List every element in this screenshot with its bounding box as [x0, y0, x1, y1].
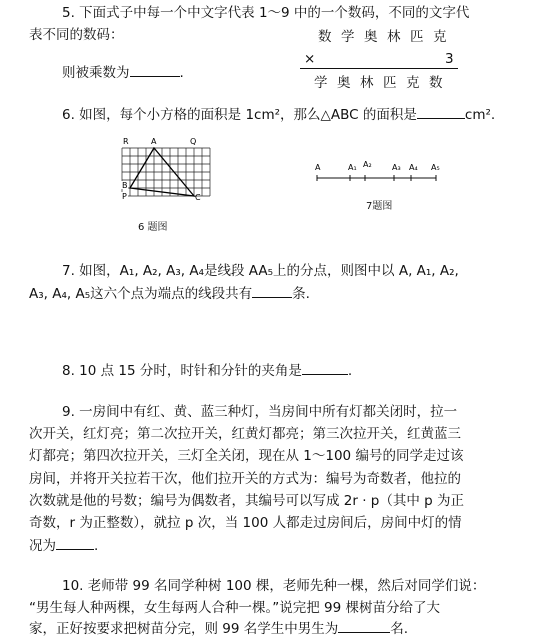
q9-line1: 9. 一房间中有红、黄、蓝三种灯，当房间中所有灯都关闭时，拉一: [62, 404, 458, 420]
q9-line4: 房间，并将开关拉若干次，他们拉开关的方式为：编号为奇数者，他拉的: [29, 471, 461, 487]
q5-digit-2: 学: [341, 29, 355, 45]
q5-product-1: 学: [314, 75, 328, 91]
q9-line5: 次数就是他的号数；编号为偶数者，其编号可以写成 2r · p（其中 p 为正: [29, 493, 465, 509]
q7-point-a1: A₁: [348, 163, 357, 172]
q6-label-a: A: [151, 137, 157, 146]
q10-answer-blank[interactable]: [338, 620, 390, 633]
q7-point-a2: A₂: [363, 160, 372, 169]
q5-answer: [62, 64, 184, 82]
q9-last-prefix: 况为: [29, 538, 56, 554]
q9-answer-blank[interactable]: [56, 537, 94, 550]
q6-label-b: B: [122, 181, 128, 190]
q9-line7: [29, 537, 98, 555]
q5-product-5: 克: [406, 75, 420, 91]
q10-line3: [29, 620, 408, 638]
q7-line1: 7. 如图，A₁, A₂, A₃, A₄是线段 AA₅上的分点，则图中以 A, A₁, A₂,: [62, 263, 459, 279]
q7-point-a4: A₄: [409, 163, 418, 172]
q7-point-a3: A₃: [392, 163, 401, 172]
q7-line2: [29, 285, 310, 303]
q5-answer-prefix: 则被乘数为: [62, 65, 130, 81]
q8-answer-blank[interactable]: [302, 362, 348, 375]
q7-figure-caption: 7题图: [366, 201, 393, 212]
q5-digit-6: 克: [433, 29, 447, 45]
q10-line1: 10. 老师带 99 名同学种树 100 棵，老师先种一棵，然后对同学们说：: [62, 578, 486, 594]
q6-grid-figure: [118, 135, 218, 205]
q5-digit-5: 匹: [410, 29, 424, 45]
q5-answer-blank[interactable]: [130, 64, 180, 77]
q5-digit-4: 林: [387, 29, 401, 45]
q6-label-q: Q: [190, 137, 197, 146]
q7-line2-prefix: A₃, A₄, A₅这六个点为端点的线段共有: [29, 286, 253, 302]
q6-label-p: P: [122, 192, 127, 201]
q7-point-a5: A₅: [431, 163, 440, 172]
q7-answer-blank[interactable]: [252, 285, 292, 298]
q9-line6: 奇数，r 为正整数），就拉 p 次，当 100 人都走过房间后，房间中灯的情: [29, 515, 462, 531]
q8-question: [62, 362, 352, 380]
q10-line3-suffix: 名.: [390, 621, 409, 637]
q7-segment-figure: [312, 158, 442, 188]
q9-last-suffix: .: [94, 538, 99, 554]
q6-label-r: R: [123, 137, 129, 146]
q5-multiplier: 3: [445, 51, 454, 67]
q5-product-2: 奥: [337, 75, 351, 91]
q10-line3-prefix: 家，正好按要求把树苗分完，则 99 名学生中男生为: [29, 621, 339, 637]
q10-line2: “男生每人种两棵，女生每两人合种一棵。”说完把 99 棵树苗分给了大: [29, 600, 440, 616]
q5-line2: 表不同的数码：: [29, 27, 124, 43]
q5-product-rule: [300, 68, 458, 69]
q9-line3: 灯都亮；第四次拉开关，三灯全关闭，现在从 1～100 编号的同学走过该: [29, 448, 464, 464]
q5-product-4: 匹: [383, 75, 397, 91]
q5-product-3: 林: [360, 75, 374, 91]
q5-answer-suffix: .: [179, 65, 184, 81]
q6-text-suffix: cm².: [464, 107, 496, 123]
q5-line1: 5. 下面式子中每一个中文字代表 1～9 中的一个数码，不同的文字代: [62, 5, 470, 21]
q6-figure-caption: 6 题图: [138, 222, 168, 233]
q7-point-a: A: [315, 163, 321, 172]
q8-suffix: .: [347, 363, 353, 379]
q5-digit-1: 数: [318, 29, 332, 45]
q5-times-sign: ×: [304, 51, 316, 67]
q5-product-6: 数: [429, 75, 443, 91]
q7-line2-suffix: 条.: [292, 286, 310, 302]
q5-digit-3: 奥: [364, 29, 378, 45]
q6-answer-blank[interactable]: [417, 106, 465, 119]
q6-question: [62, 106, 495, 124]
q6-text-prefix: 6. 如图，每个小方格的面积是 1cm²，那么△ABC 的面积是: [62, 107, 417, 123]
q8-prefix: 8. 10 点 15 分时，时针和分针的夹角是: [62, 363, 302, 379]
q6-label-c: C: [195, 193, 201, 202]
q9-line2: 次开关，红灯亮；第二次拉开关，红黄灯都亮；第三次拉开关，红黄蓝三: [29, 426, 461, 442]
